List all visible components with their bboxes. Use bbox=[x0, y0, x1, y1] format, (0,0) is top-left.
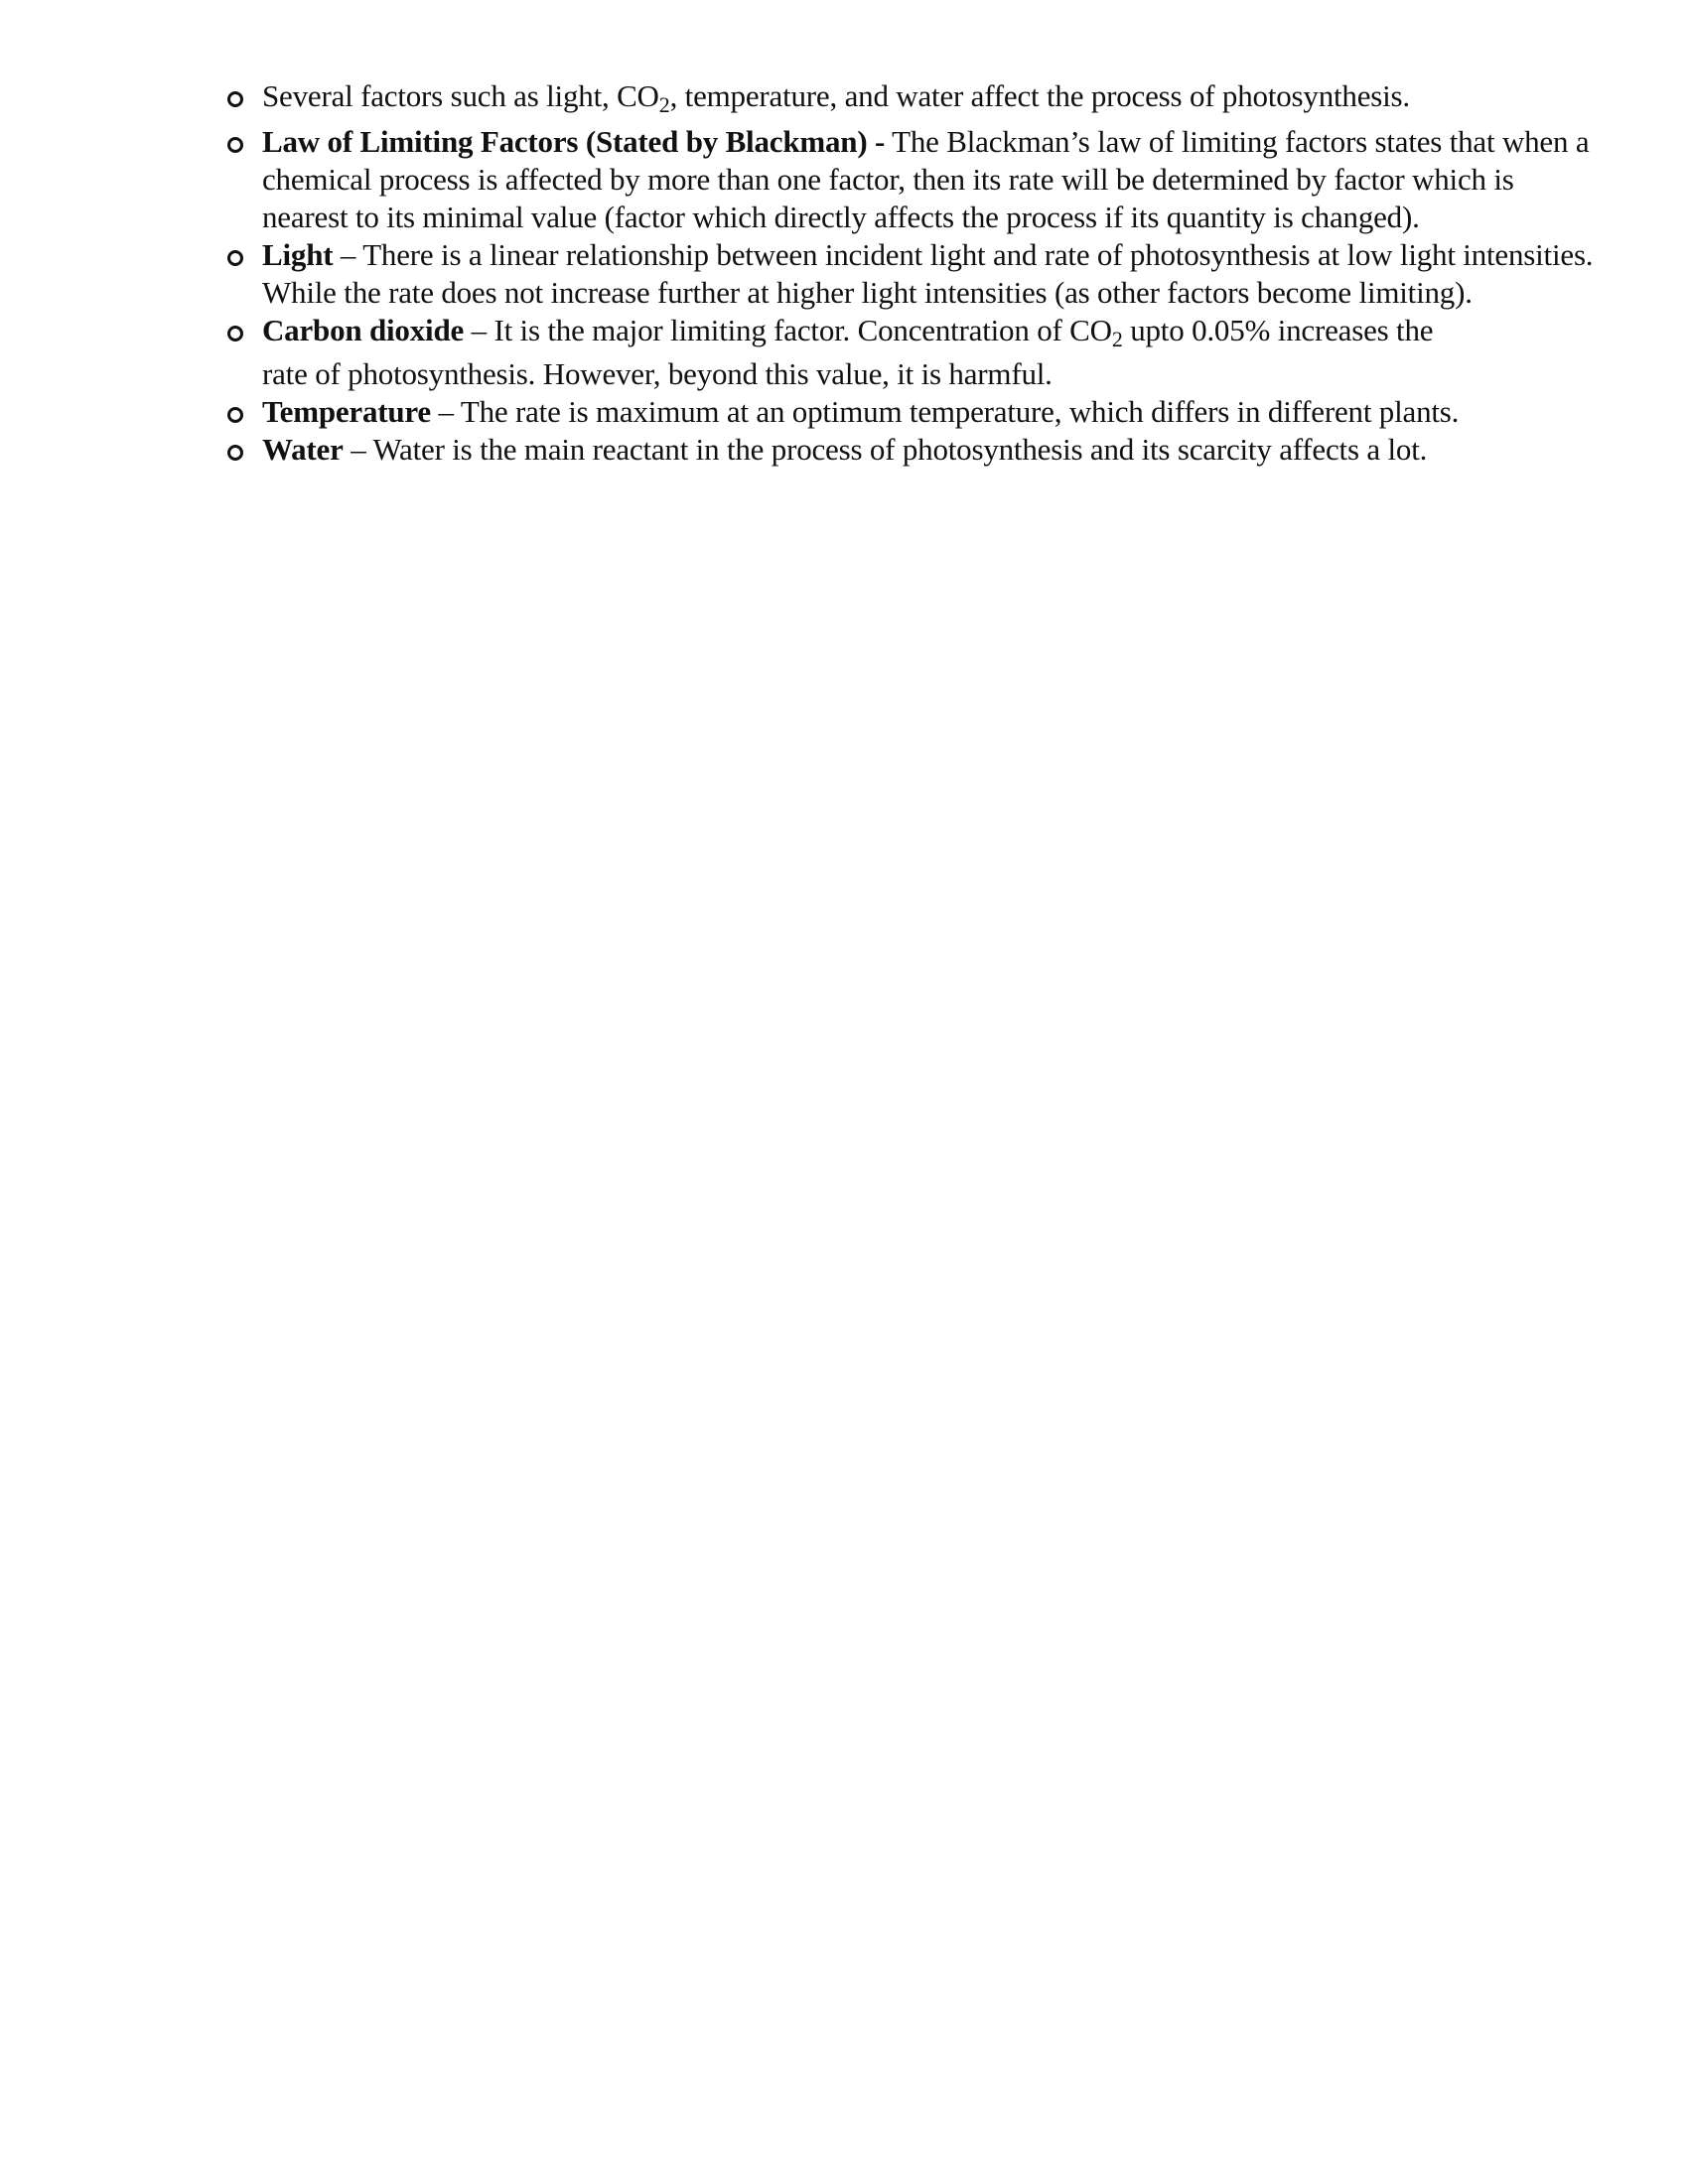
light-term: Light bbox=[262, 237, 334, 272]
co2-subscript: 2 bbox=[658, 92, 670, 117]
overview-text-after: , temperature, and water affect the process of photosynthesis. bbox=[669, 78, 1410, 113]
carbon-dioxide-text-before: – It is the major limiting factor. Concentration of CO bbox=[464, 313, 1112, 347]
hollow-circle-bullet-icon bbox=[227, 445, 243, 461]
hollow-circle-bullet-icon bbox=[227, 407, 243, 423]
law-description: The Blackman’s law of limiting factors states that when a chemical process is affected by more than one factor, then its rate will be determined by factor which is nearest to its minimal value (factor which directly affects the process if its quantity is changed). bbox=[262, 124, 1590, 234]
hollow-circle-bullet-icon bbox=[227, 326, 243, 341]
overview-text-before: Several factors such as light, CO bbox=[262, 78, 659, 113]
water-description: – Water is the main reactant in the process of photosynthesis and its scarcity affects a lot. bbox=[343, 432, 1428, 467]
list-item-law-of-limiting-factors bbox=[224, 123, 1605, 236]
law-term: Law of Limiting Factors (Stated by Blackman) - bbox=[262, 124, 886, 159]
temperature-description: – The rate is maximum at an optimum temperature, which differs in different plants. bbox=[431, 394, 1460, 429]
carbon-dioxide-line-1 bbox=[262, 312, 1605, 349]
list-item-water bbox=[224, 431, 1605, 469]
list-item-carbon-dioxide bbox=[224, 312, 1605, 393]
carbon-dioxide-line-2: rate of photosynthesis. However, beyond this value, it is harmful. bbox=[262, 356, 1053, 391]
hollow-circle-bullet-icon bbox=[227, 250, 243, 266]
hollow-circle-bullet-icon bbox=[227, 137, 243, 153]
carbon-dioxide-term: Carbon dioxide bbox=[262, 313, 465, 347]
list-item-factors-overview bbox=[224, 77, 1605, 115]
co2-subscript: 2 bbox=[1111, 327, 1123, 351]
light-description: – There is a linear relationship between incident light and rate of photosynthesis at low light intensities. While the rate does not increase further at higher light intensities (as other factors become limiting). bbox=[262, 237, 1594, 310]
hollow-circle-bullet-icon bbox=[227, 91, 243, 107]
temperature-term: Temperature bbox=[262, 394, 431, 429]
photosynthesis-factors-list bbox=[224, 77, 1605, 469]
carbon-dioxide-text-after: upto 0.05% increases the bbox=[1122, 313, 1434, 347]
list-item-temperature bbox=[224, 393, 1605, 431]
list-item-light bbox=[224, 236, 1605, 312]
water-term: Water bbox=[262, 432, 344, 467]
